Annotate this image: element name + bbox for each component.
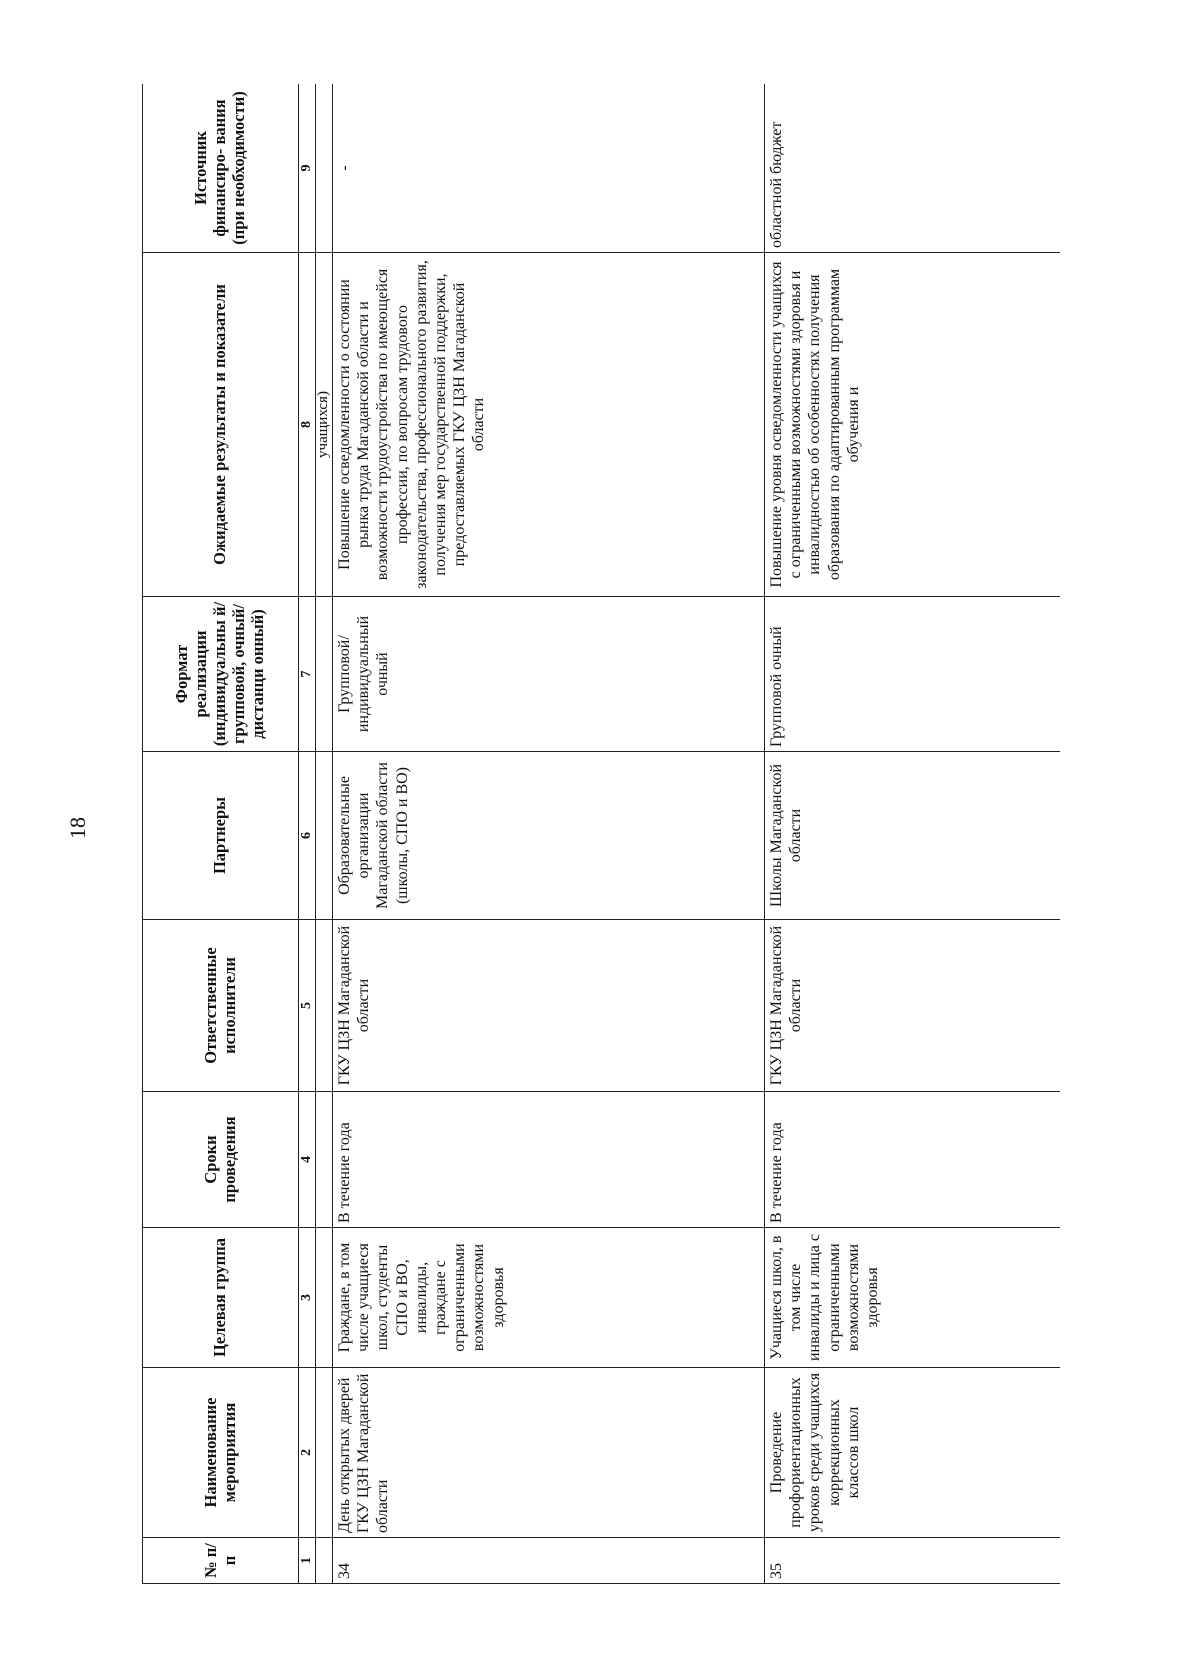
- column-number: 1: [299, 1538, 316, 1584]
- partners: Школы Магаданской области: [765, 752, 1061, 920]
- rotated-table: [142, 84, 1060, 1584]
- column-number: 4: [299, 1092, 316, 1228]
- table-cell: [316, 1228, 333, 1368]
- event-name: Проведение профориентационных уроков среди учащихся коррекционных классов школ: [765, 1368, 1061, 1538]
- target-group: Учащиеся школ, в том числе инвалиды и лица с ограниченными возможностями здоровья: [765, 1228, 1061, 1368]
- column-number: 9: [299, 84, 316, 253]
- table-cell: [316, 1092, 333, 1228]
- column-number: 7: [299, 597, 316, 752]
- header-cell: Формат реализации (индивидуальны й/групповой, очный/дистанци онный): [143, 597, 299, 752]
- table-cell: [316, 84, 333, 253]
- funding-source: областной бюджет: [765, 84, 1061, 253]
- partners: Образовательные организации Магаданской области (школы, СПО и ВО): [333, 752, 765, 920]
- column-number: 5: [299, 920, 316, 1092]
- header-cell: Ответственные исполнители: [143, 920, 299, 1092]
- expected-results: Повышение осведомленности о состоянии рынка труда Магаданской области и возможности трудоустройства по имеющейся профессии, по вопросам трудового законодательства, профессионального развития, получения мер государственной поддержки, предоставляемых ГКУ ЦЗН Магаданской области: [333, 253, 765, 597]
- column-number: 2: [299, 1368, 316, 1538]
- continuation-row: [316, 84, 333, 1584]
- page-number: 18: [65, 817, 90, 839]
- table-cell: [316, 920, 333, 1092]
- row-number: 34: [333, 1538, 765, 1584]
- column-number: 6: [299, 752, 316, 920]
- period: В течение года: [765, 1092, 1061, 1228]
- header-cell: № п/п: [143, 1538, 299, 1584]
- continuation-text: учащихся): [316, 253, 333, 597]
- header-cell: Целевая группа: [143, 1228, 299, 1368]
- header-cell: Источник финансиро- вания (при необходимости): [143, 84, 299, 253]
- executors: ГКУ ЦЗН Магаданской области: [333, 920, 765, 1092]
- format: Групповой очный: [765, 597, 1061, 752]
- row-number: 35: [765, 1538, 1061, 1584]
- header-cell: Сроки проведения: [143, 1092, 299, 1228]
- format: Групповой/ индивидуальный очный: [333, 597, 765, 752]
- table-row: [333, 84, 765, 1584]
- funding-source: -: [333, 84, 765, 253]
- table-cell: [316, 597, 333, 752]
- activities-table: [142, 84, 1060, 1584]
- header-row: [143, 84, 299, 1584]
- header-cell: Партнеры: [143, 752, 299, 920]
- period: В течение года: [333, 1092, 765, 1228]
- header-cell: Наименование мероприятия: [143, 1368, 299, 1538]
- table-cell: [316, 752, 333, 920]
- event-name: День открытых дверей ГКУ ЦЗН Магаданской области: [333, 1368, 765, 1538]
- expected-results: Повышение уровня осведомленности учащихся с ограниченными возможностями здоровья и инвалидностью об особенностях получения образования по адаптированным программам обучения и: [765, 253, 1061, 597]
- column-number-row: [299, 84, 316, 1584]
- target-group: Граждане, в том числе учащиеся школ, студенты СПО и ВО, инвалиды, граждане с ограниченными возможностями здоровья: [333, 1228, 765, 1368]
- header-cell: Ожидаемые результаты и показатели: [143, 253, 299, 597]
- column-number: 8: [299, 253, 316, 597]
- executors: ГКУ ЦЗН Магаданской области: [765, 920, 1061, 1092]
- table-row: [765, 84, 1061, 1584]
- table-cell: [316, 1368, 333, 1538]
- table-cell: [316, 1538, 333, 1584]
- column-number: 3: [299, 1228, 316, 1368]
- table-container: [142, 84, 1060, 1584]
